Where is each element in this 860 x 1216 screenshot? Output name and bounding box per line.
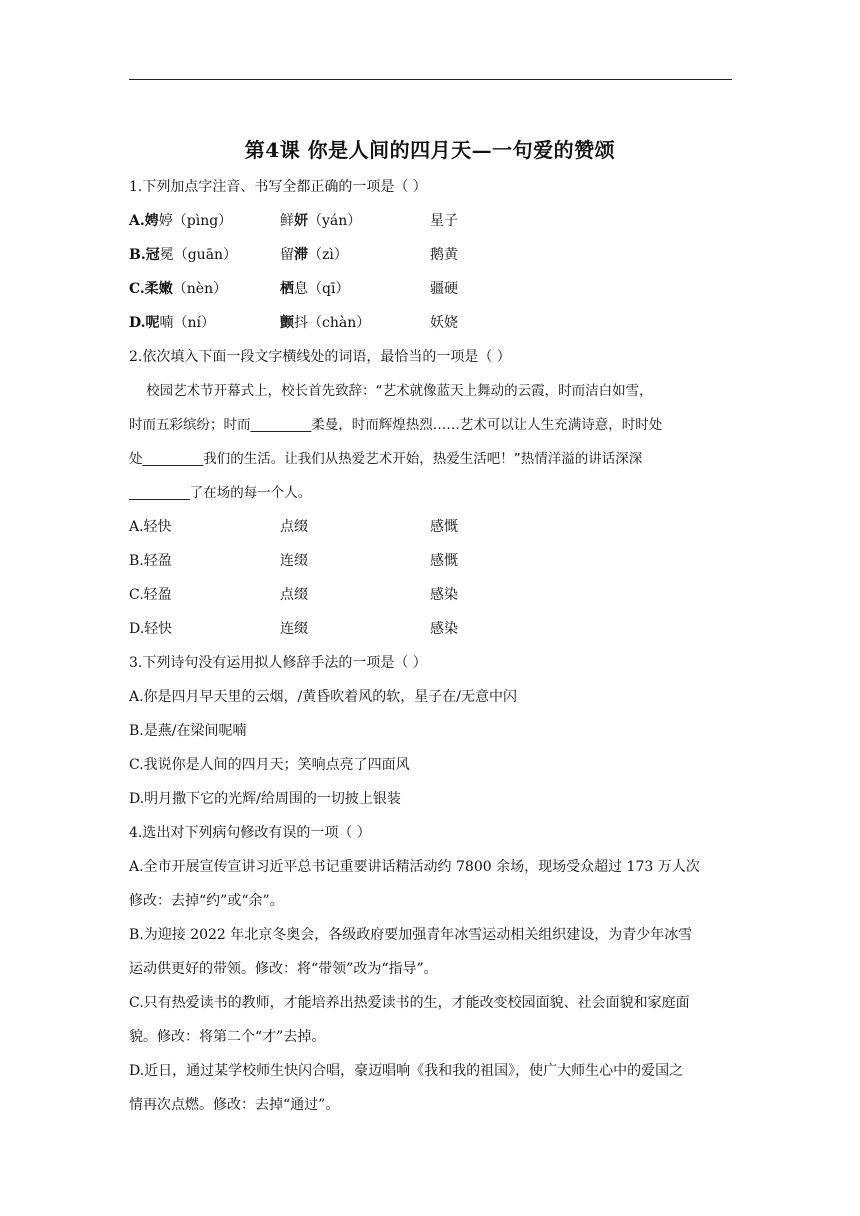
passage-line: 校园艺术节开幕式上，校长首先致辞：“艺术就像蓝天上舞动的云霞，时而洁白如雪， [129,383,653,399]
q4-line: 运动供更好的带领。修改：将“带领”改为“指导”。 [129,961,438,977]
q4-line: 情再次点燃。修改：去掉“通过”。 [129,1097,340,1113]
passage-line: _________了在场的每一个人。 [129,485,312,501]
q2-stem: 2.依次填入下面一段文字横线处的词语，最恰当的一项是（ ） [129,349,511,365]
q2-passage [129,380,732,516]
page-title: 第4课 你是人间的四月天—一句爱的赞颂 [244,138,616,162]
q3-option-c: C.我说你是人间的四月天；笑响点亮了四面风 [129,757,410,773]
q4-line: 修改：去掉“约”或“余”。 [129,893,284,909]
q3-option-b: B.是燕/在梁间呢喃 [129,723,247,739]
q2-option-c: C.轻盈 点缀 感染 [129,587,458,603]
q4-line: B.为迎接 2022 年北京冬奥会，各级政府要加强青年冰雪运动相关组织建设，为青少年冰雪 [129,927,693,943]
q4-line: D.近日，通过某学校师生快闪合唱，豪迈唱响《我和我的祖国》，使广大师生心中的爱国之 [129,1063,684,1079]
passage-line: 处_________我们的生活。让我们从热爱艺术开始，热爱生活吧！”热情洋溢的讲话深深 [129,451,643,467]
q4-line: A.全市开展宣传宣讲习近平总书记重要讲话精活动约 7800 余场，现场受众超过 173 万人次 [129,859,700,875]
q3-option-d: D.明月撒下它的光辉/给周围的一切披上银装 [129,791,401,807]
q3-option-a: A.你是四月早天里的云烟，/黄昏吹着风的软，星子在/无意中闪 [129,689,517,705]
q2-option-d: D.轻快 连缀 感染 [129,621,458,637]
q1-stem: 1.下列加点字注音、书写全都正确的一项是（ ） [129,179,427,195]
q1-option-b: B.冠冕（guān） 留滞（zì） 鹅黄 [129,247,458,263]
passage-line: 时而五彩缤纷；时而_________柔曼，时而辉煌热烈……艺术可以让人生充满诗意，时时处 [129,417,663,433]
document-body [129,176,732,1128]
q1-option-c: C.柔嫩（nèn） 栖息（qī） 疆硬 [129,281,458,297]
q1-option-a: A.娉婷（pìng） 鲜妍（yán） 星子 [129,213,458,229]
q4-line: C.只有热爱读书的教师，才能培养出热爱读书的生，才能改变校园面貌、社会面貌和家庭面 [129,995,690,1011]
q3-stem: 3.下列诗句没有运用拟人修辞手法的一项是（ ） [129,655,427,671]
q4-stem: 4.选出对下列病句修改有误的一项（ ） [129,825,371,841]
q4-line: 貌。修改：将第二个“才”去掉。 [129,1029,326,1045]
q2-option-a: A.轻快 点缀 感慨 [129,519,458,535]
q1-option-d: D.呢喃（ní） 颤抖（chàn） 妖娆 [129,315,458,331]
q2-option-b: B.轻盈 连缀 感慨 [129,553,458,569]
header-rule [129,79,732,80]
